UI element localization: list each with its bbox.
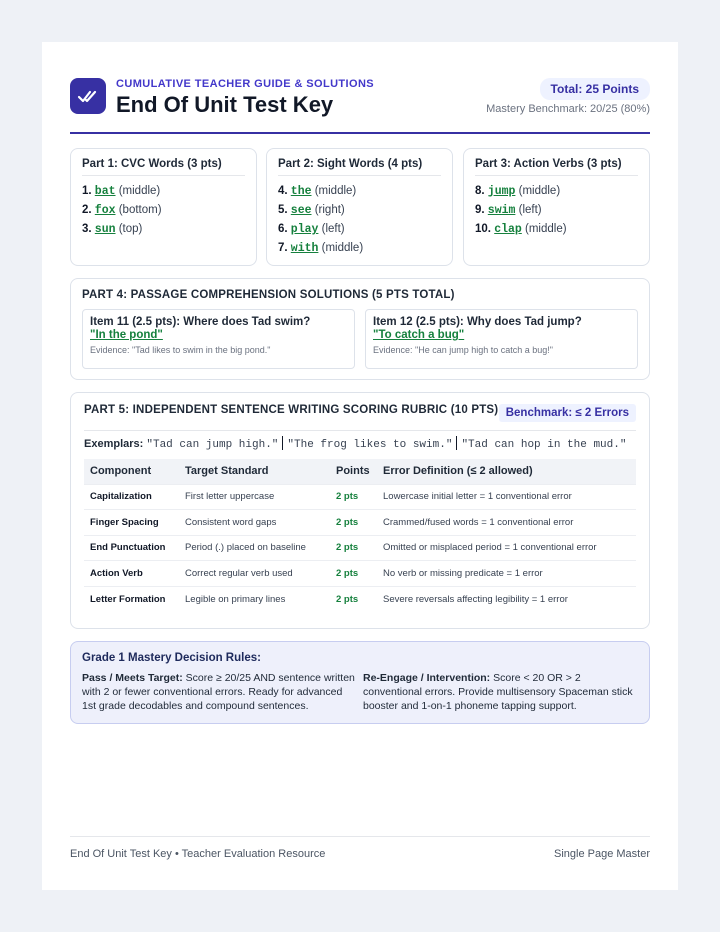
- item-number: 1.: [82, 185, 92, 197]
- answer-word: sun: [94, 223, 116, 236]
- exemplars-label: Exemplars:: [84, 438, 144, 450]
- answer-item: [82, 182, 245, 201]
- rules-title: Grade 1 Mastery Decision Rules:: [82, 652, 261, 664]
- answer-item: [475, 182, 638, 201]
- part-1-title: Part 1: CVC Words (3 pts): [82, 158, 245, 176]
- answer-position: (left): [321, 223, 345, 235]
- answer-position: (middle): [518, 185, 561, 197]
- evidence-text: Evidence: "Tad likes to swim in the big pond.": [90, 345, 271, 355]
- divider: [84, 430, 636, 431]
- answer-text: "To catch a bug": [373, 329, 465, 341]
- answer-position: (left): [518, 204, 542, 216]
- item-number: 6.: [278, 223, 288, 235]
- standard-cell: Consistent word gaps: [179, 510, 330, 536]
- item-number: 3.: [82, 223, 92, 235]
- answer-text: "In the pond": [90, 329, 163, 341]
- part-3-title: Part 3: Action Verbs (3 pts): [475, 158, 638, 176]
- total-points-badge: Total: 25 Points: [540, 78, 650, 100]
- component-cell: Letter Formation: [84, 586, 179, 612]
- column-header: Target Standard: [179, 459, 330, 484]
- pass-rule: [82, 671, 357, 713]
- divider: [282, 436, 283, 450]
- answer-item: [278, 239, 441, 258]
- points-cell: 2 pts: [330, 586, 377, 612]
- standard-cell: Correct regular verb used: [179, 561, 330, 587]
- column-header: Error Definition (≤ 2 allowed): [377, 459, 636, 484]
- answer-word: see: [290, 204, 312, 217]
- column-header: Component: [84, 459, 179, 484]
- answer-word: play: [290, 223, 319, 236]
- item-number: 9.: [475, 204, 485, 216]
- answer-position: (middle): [321, 242, 364, 254]
- answer-position: (middle): [525, 223, 567, 235]
- table-row: [84, 561, 636, 587]
- question-text: Item 12 (2.5 pts): Why does Tad jump?: [373, 316, 582, 328]
- reengage-rule: [363, 671, 638, 713]
- answer-key-page: [42, 42, 678, 890]
- answer-word: bat: [94, 185, 116, 198]
- exemplars-line: [84, 436, 626, 451]
- table-row: [84, 484, 636, 510]
- item-number: 8.: [475, 185, 485, 197]
- error-definition-cell: Severe reversals affecting legibility = 1 error: [377, 586, 636, 612]
- table-header-row: [84, 459, 636, 484]
- question-box-11: [82, 309, 355, 369]
- mastery-rules-box: [70, 641, 650, 724]
- error-definition-cell: No verb or missing predicate = 1 error: [377, 561, 636, 587]
- answer-item: [82, 201, 245, 220]
- exemplar-sentence: "Tad can hop in the mud.": [461, 439, 627, 451]
- item-number: 10.: [475, 223, 491, 235]
- word-parts: [70, 148, 650, 266]
- answer-item: [278, 220, 441, 239]
- answer-word: swim: [487, 204, 516, 217]
- exemplar-sentence: "The frog likes to swim.": [287, 439, 453, 451]
- table-row: [84, 510, 636, 536]
- part-4-section: [70, 278, 650, 380]
- points-cell: 2 pts: [330, 510, 377, 536]
- answer-position: (right): [314, 204, 345, 216]
- table-row: [84, 586, 636, 612]
- part-1-card: [70, 148, 257, 266]
- item-number: 4.: [278, 185, 288, 197]
- mastery-benchmark: Mastery Benchmark: 20/25 (80%): [486, 103, 650, 115]
- evidence-text: Evidence: "He can jump high to catch a bug!": [373, 345, 553, 355]
- component-cell: Finger Spacing: [84, 510, 179, 536]
- pass-rule-label: Pass / Meets Target:: [82, 672, 183, 684]
- footer: [70, 836, 650, 860]
- part-5-title: PART 5: INDEPENDENT SENTENCE WRITING SCORING RUBRIC (10 PTS): [84, 404, 499, 416]
- answer-item: [278, 182, 441, 201]
- part-5-section: [70, 392, 650, 629]
- pass-rule-text: Score ≥ 20/25 AND sentence written with 2 or fewer conventional errors. Ready for advanced 1st grade decodables and compound sentences.: [82, 672, 355, 712]
- answer-position: (middle): [314, 185, 357, 197]
- error-definition-cell: Omitted or misplaced period = 1 conventional error: [377, 535, 636, 561]
- column-header: Points: [330, 459, 377, 484]
- answer-item: [278, 201, 441, 220]
- rubric-table: [84, 459, 636, 612]
- answer-item: [82, 220, 245, 239]
- answer-word: fox: [94, 204, 116, 217]
- standard-cell: Period (.) placed on baseline: [179, 535, 330, 561]
- part-2-title: Part 2: Sight Words (4 pts): [278, 158, 441, 176]
- answer-word: jump: [487, 185, 516, 198]
- points-cell: 2 pts: [330, 535, 377, 561]
- question-box-12: [365, 309, 638, 369]
- question-text: Item 11 (2.5 pts): Where does Tad swim?: [90, 316, 311, 328]
- component-cell: End Punctuation: [84, 535, 179, 561]
- part-2-card: [266, 148, 453, 266]
- guide-kicker: CUMULATIVE TEACHER GUIDE & SOLUTIONS: [116, 78, 375, 90]
- answer-item: [475, 201, 638, 220]
- reengage-rule-text: Score < 20 OR > 2 conventional errors. Provide multisensory Spaceman stick booster and 1-on-1 phoneme tapping support.: [363, 672, 633, 712]
- page-title: End Of Unit Test Key: [116, 92, 334, 117]
- answer-position: (middle): [118, 185, 161, 197]
- item-number: 7.: [278, 242, 288, 254]
- error-definition-cell: Crammed/fused words = 1 conventional error: [377, 510, 636, 536]
- answer-word: with: [290, 242, 319, 255]
- header: [70, 76, 650, 134]
- answer-position: (bottom): [118, 204, 162, 216]
- footer-right-text: Single Page Master: [554, 848, 650, 860]
- item-number: 5.: [278, 204, 288, 216]
- error-definition-cell: Lowercase initial letter = 1 conventional error: [377, 484, 636, 510]
- points-cell: 2 pts: [330, 561, 377, 587]
- part-3-card: [463, 148, 650, 266]
- component-cell: Capitalization: [84, 484, 179, 510]
- standard-cell: Legible on primary lines: [179, 586, 330, 612]
- item-number: 2.: [82, 204, 92, 216]
- table-row: [84, 535, 636, 561]
- answer-position: (top): [118, 223, 143, 235]
- answer-item: [475, 220, 638, 239]
- exemplar-sentence: "Tad can jump high.": [146, 439, 279, 451]
- footer-left-text: End Of Unit Test Key • Teacher Evaluation Resource: [70, 848, 326, 860]
- points-cell: 2 pts: [330, 484, 377, 510]
- answer-word: clap: [494, 223, 522, 236]
- part-4-title: PART 4: PASSAGE COMPREHENSION SOLUTIONS (5 PTS TOTAL): [82, 289, 455, 301]
- double-check-icon: [70, 78, 106, 114]
- benchmark-badge: Benchmark: ≤ 2 Errors: [499, 404, 636, 422]
- component-cell: Action Verb: [84, 561, 179, 587]
- standard-cell: First letter uppercase: [179, 484, 330, 510]
- answer-word: the: [290, 185, 312, 198]
- divider: [456, 436, 457, 450]
- reengage-rule-label: Re-Engage / Intervention:: [363, 672, 491, 684]
